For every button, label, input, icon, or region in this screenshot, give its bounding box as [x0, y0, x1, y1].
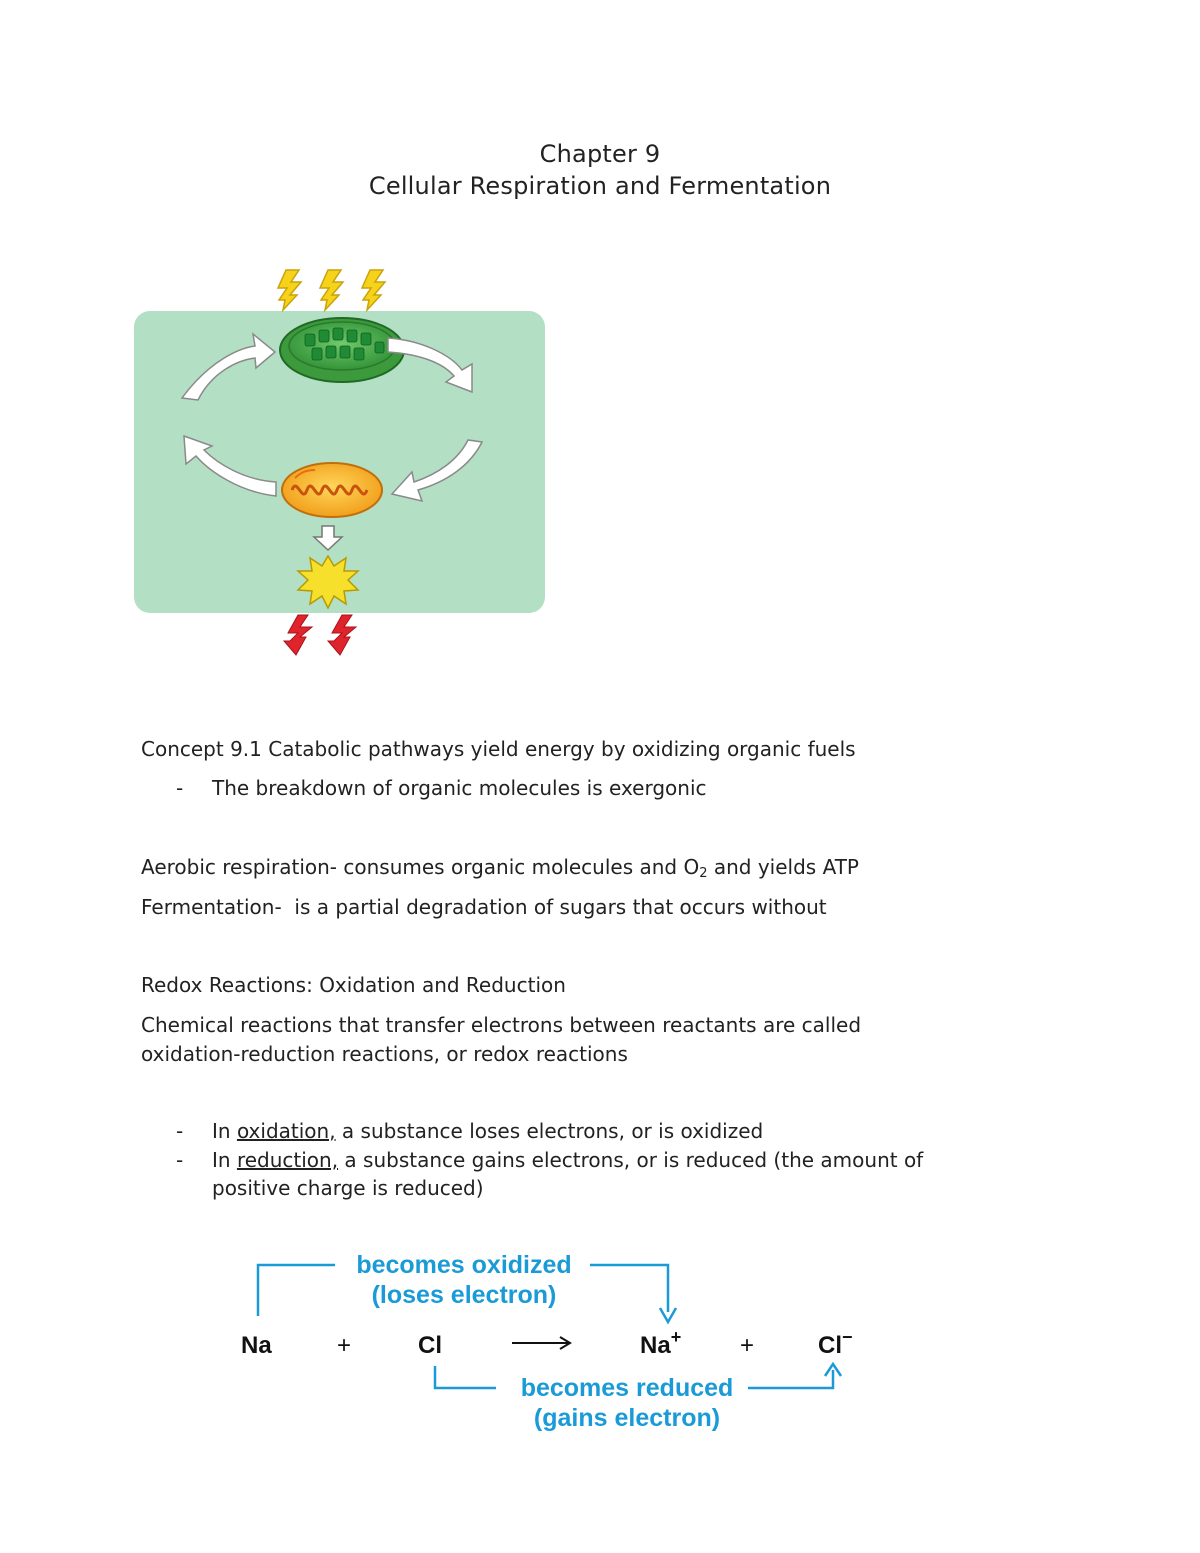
reduction-term: reduction, [236, 1148, 339, 1172]
chloroplast-icon [280, 318, 404, 382]
oxidation-bullet: In oxidation, a substance loses electrons, or is oxidized [212, 1119, 764, 1143]
sodium-atom: Na [241, 1332, 272, 1359]
reduction-bullet: In reduction, a substance gains electrons, or is reduced (the amount of [212, 1148, 924, 1172]
bullet-dash: - [176, 1119, 184, 1143]
sodium-charge: + [670, 1327, 682, 1347]
concept-heading: Concept 9.1 Catabolic pathways yield energy by oxidizing organic fuels [141, 737, 856, 761]
chloride-charge: − [842, 1327, 853, 1347]
chloride-ion: Cl− [818, 1327, 853, 1359]
reaction-arrow [512, 1337, 570, 1349]
bullet-dash: - [176, 1148, 184, 1172]
redox-equation-diagram [220, 1240, 900, 1450]
mitochondrion-icon [282, 463, 382, 517]
plus-sign-2: + [740, 1332, 755, 1359]
bullet-dash: - [176, 776, 184, 800]
energy-flow-figure [120, 260, 560, 670]
reduced-sublabel: (gains electron) [533, 1404, 721, 1432]
reduction-bullet-continued: positive charge is reduced) [212, 1176, 484, 1200]
sodium-ion: Na+ [640, 1327, 682, 1359]
reduced-label: becomes reduced [520, 1374, 734, 1402]
heat-energy-icon [284, 615, 356, 655]
fermentation-definition [141, 895, 827, 919]
aerobic-definition [141, 855, 859, 881]
plus-sign-1: + [337, 1332, 352, 1359]
chapter-title: Cellular Respiration and Fermentation [368, 172, 832, 200]
chapter-number: Chapter 9 [539, 140, 661, 168]
oxygen-subscript: 2 [699, 866, 708, 881]
redox-line-2: oxidation-reduction reactions, or redox reactions [141, 1042, 628, 1066]
aerobic-text: consumes organic molecules and O [337, 855, 700, 879]
oxidation-term: oxidation, [236, 1119, 336, 1143]
redox-heading: Redox Reactions: Oxidation and Reduction [141, 973, 566, 997]
oxidized-label: becomes oxidized [356, 1251, 572, 1279]
chlorine-atom: Cl [418, 1332, 442, 1359]
redox-line-1: Chemical reactions that transfer electrons between reactants are called [141, 1013, 862, 1037]
fermentation-term: Fermentation- [141, 895, 282, 919]
light-energy-icon [278, 270, 385, 310]
concept-bullet: The breakdown of organic molecules is exergonic [212, 776, 707, 800]
fermentation-text: is a partial degradation of sugars that occurs without [281, 895, 827, 919]
oxidized-sublabel: (loses electron) [371, 1281, 557, 1309]
aerobic-text-end: and yields ATP [707, 855, 859, 879]
aerobic-term: Aerobic respiration- [141, 855, 338, 879]
